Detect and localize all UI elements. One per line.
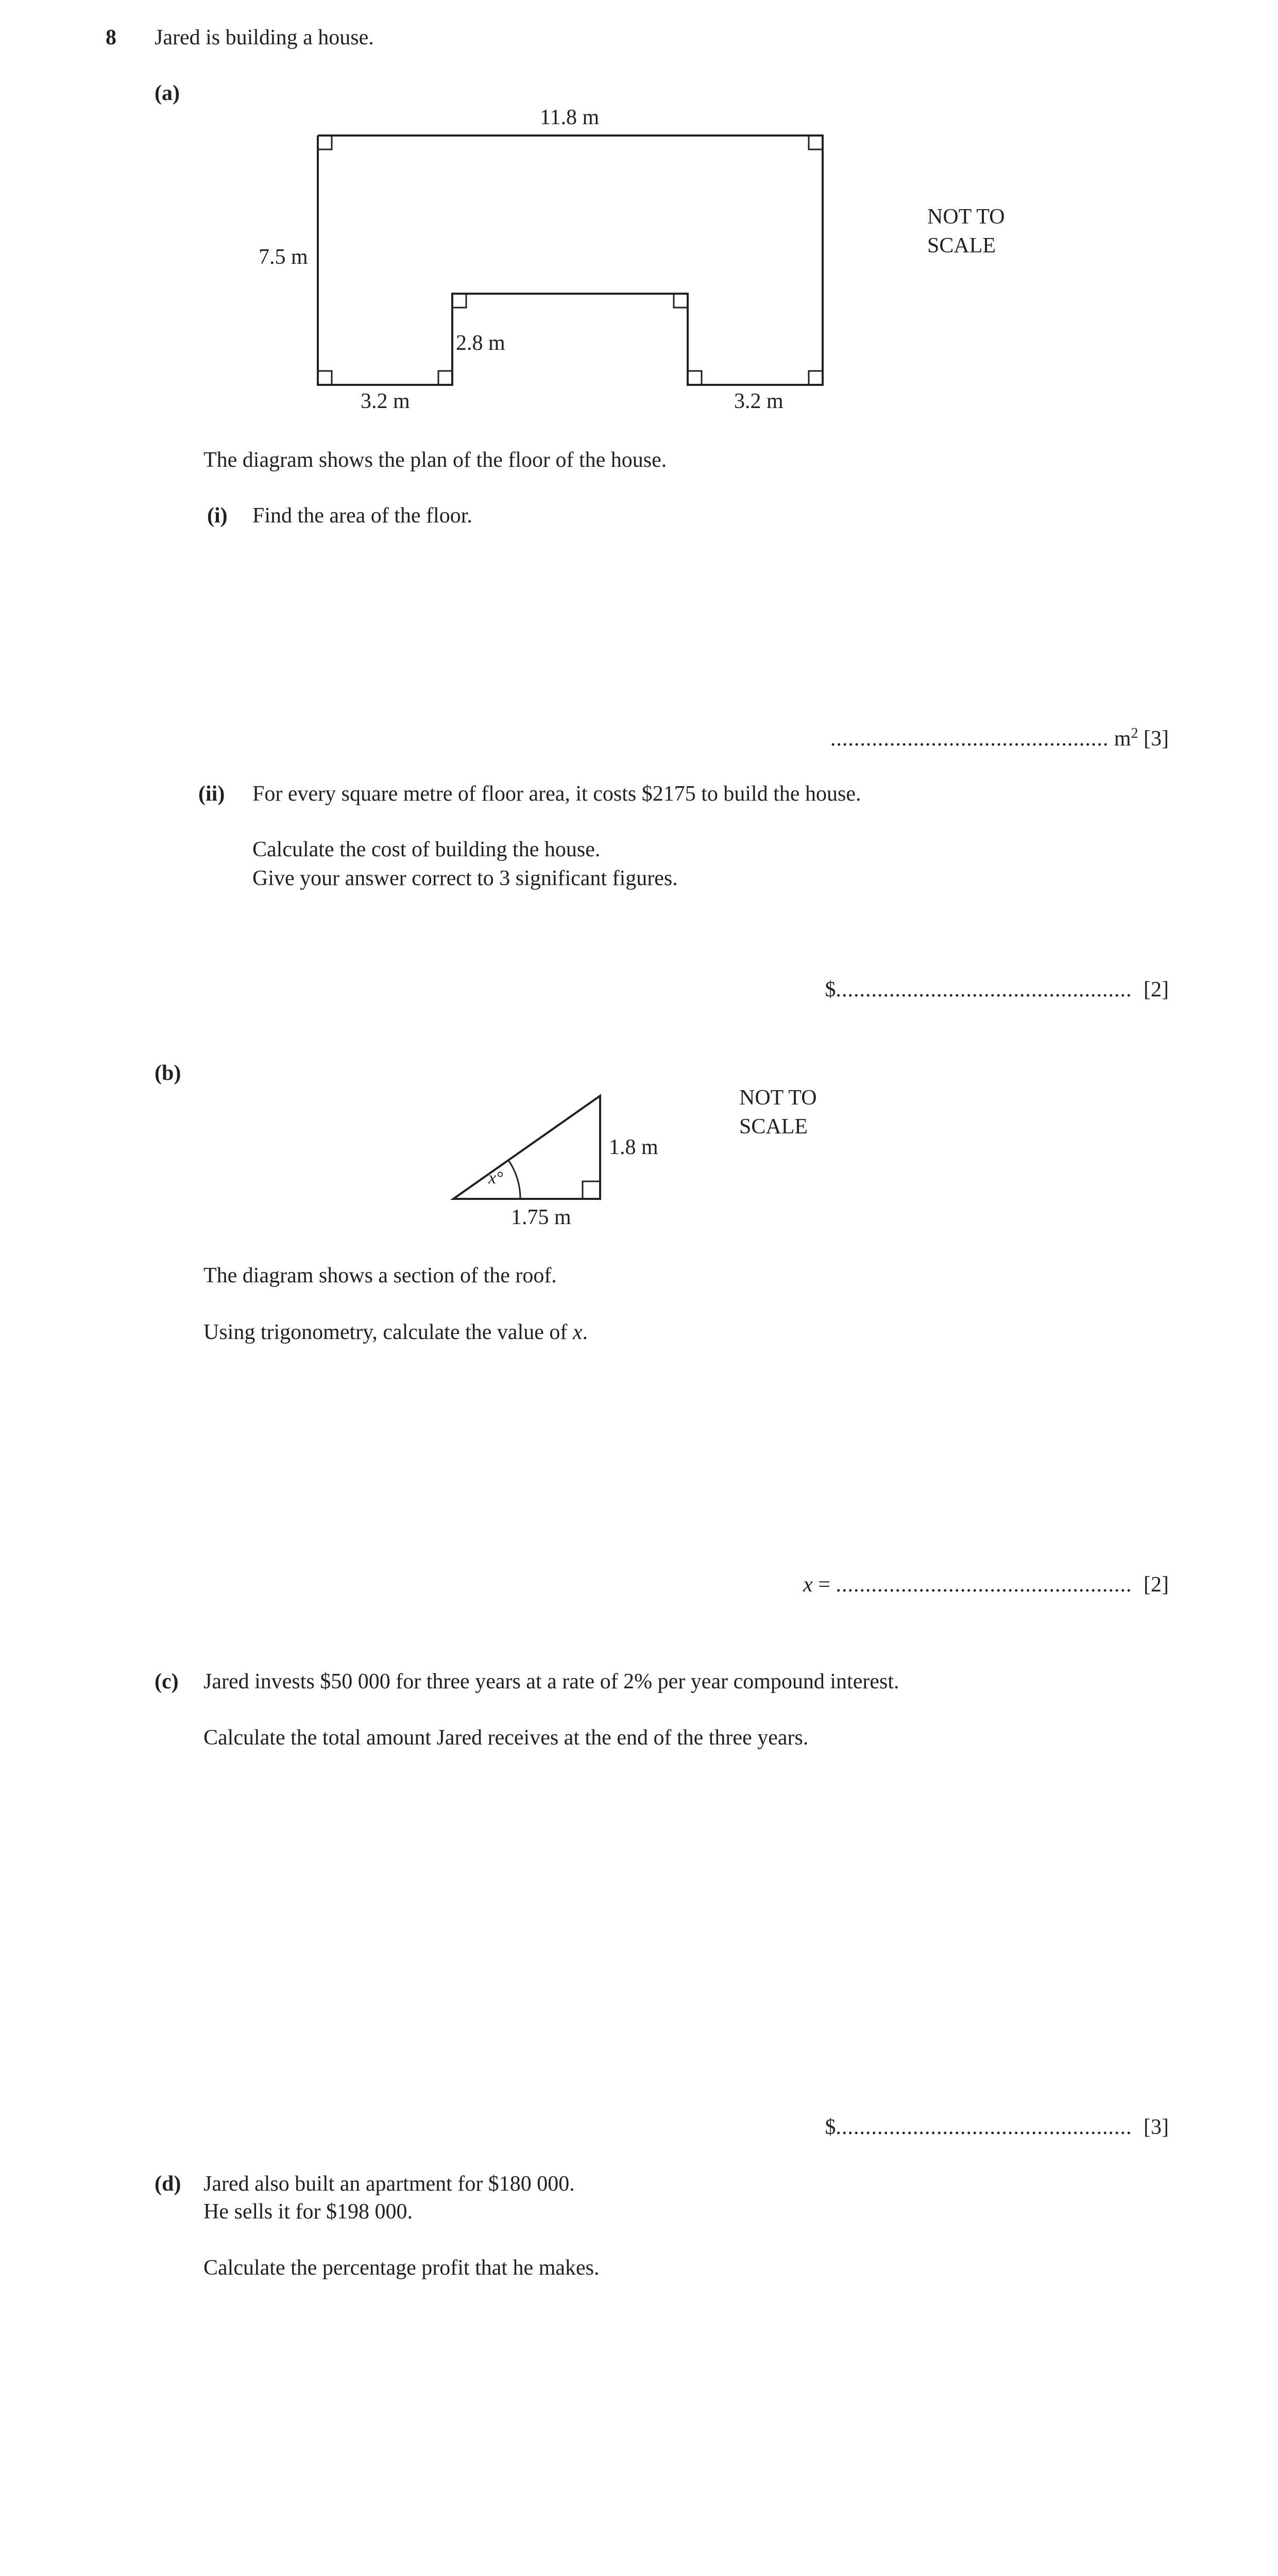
part-a-ii-text3: Give your answer correct to 3 significant figures. — [252, 867, 678, 890]
not-to-scale-a-line2: SCALE — [927, 234, 996, 258]
floor-plan-left-label: 7.5 m — [259, 245, 308, 269]
angle-arc — [508, 1160, 520, 1199]
question-intro: Jared is building a house. — [155, 26, 374, 49]
answer-var: x — [803, 1573, 813, 1597]
part-a-label: (a) — [155, 81, 180, 105]
part-b-description: The diagram shows a section of the roof. — [203, 1264, 557, 1287]
answer-dots[interactable]: .................................................. — [836, 1573, 1132, 1597]
part-d-text3: Calculate the percentage profit that he makes. — [203, 2256, 600, 2280]
marks-a-i: [3] — [1144, 727, 1169, 751]
part-a-ii-text2: Calculate the cost of building the house. — [252, 838, 601, 861]
question-number: 8 — [106, 26, 116, 49]
part-b-label: (b) — [155, 1061, 181, 1085]
answer-unit: m — [1114, 727, 1131, 751]
not-to-scale-b-line2: SCALE — [739, 1115, 808, 1139]
part-c-text: Jared invests $50 000 for three years at a rate of 2% per year compound interest. — [203, 1670, 899, 1693]
floor-plan-bottom-left-label: 3.2 m — [361, 389, 410, 413]
answer-eq: = — [812, 1573, 836, 1597]
part-b-instruction: Using trigonometry, calculate the value of x. — [203, 1320, 588, 1344]
not-to-scale-b-line1: NOT TO — [739, 1086, 817, 1110]
part-d-text: Jared also built an apartment for $180 000. — [203, 2172, 575, 2196]
marks-c: [3] — [1144, 2115, 1169, 2139]
part-d-label: (d) — [155, 2172, 181, 2196]
part-d-text2: He sells it for $198 000. — [203, 2200, 413, 2224]
answer-prefix: $ — [825, 978, 836, 1002]
floor-plan-outline — [318, 135, 823, 385]
marks-b: [2] — [1144, 1573, 1169, 1597]
answer-line-c[interactable] — [825, 2116, 1169, 2138]
roof-angle-label: x° — [488, 1168, 503, 1188]
part-a-ii-label: (ii) — [198, 782, 225, 806]
part-a-i-label: (i) — [207, 504, 228, 528]
part-a-i-text: Find the area of the floor. — [252, 504, 472, 528]
answer-line-b[interactable] — [803, 1574, 1169, 1596]
answer-unit-sup: 2 — [1131, 725, 1138, 741]
answer-dots[interactable]: .................................................. — [836, 978, 1132, 1002]
not-to-scale-a-line1: NOT TO — [927, 205, 1005, 229]
answer-dots[interactable]: .................................................. — [836, 2115, 1132, 2139]
answer-line-a-i[interactable] — [830, 726, 1169, 750]
floor-plan-bottom-right-label: 3.2 m — [734, 389, 783, 413]
answer-dots[interactable]: ............................................... — [830, 727, 1109, 751]
roof-triangle — [453, 1096, 600, 1199]
answer-prefix: $ — [825, 2115, 836, 2139]
floor-plan-top-label: 11.8 m — [540, 106, 600, 129]
floor-plan-notch-label: 2.8 m — [456, 331, 505, 355]
roof-base-label: 1.75 m — [511, 1206, 571, 1229]
answer-line-a-ii[interactable] — [825, 979, 1169, 1001]
marks-a-ii: [2] — [1144, 978, 1169, 1002]
part-a-ii-text: For every square metre of floor area, it costs $2175 to build the house. — [252, 782, 861, 806]
floor-plan-diagram — [0, 0, 1278, 464]
part-a-description: The diagram shows the plan of the floor of the house. — [203, 448, 667, 472]
part-c-text2: Calculate the total amount Jared receives at the end of the three years. — [203, 1726, 809, 1750]
part-c-label: (c) — [155, 1670, 179, 1693]
roof-vertical-label: 1.8 m — [609, 1136, 658, 1159]
